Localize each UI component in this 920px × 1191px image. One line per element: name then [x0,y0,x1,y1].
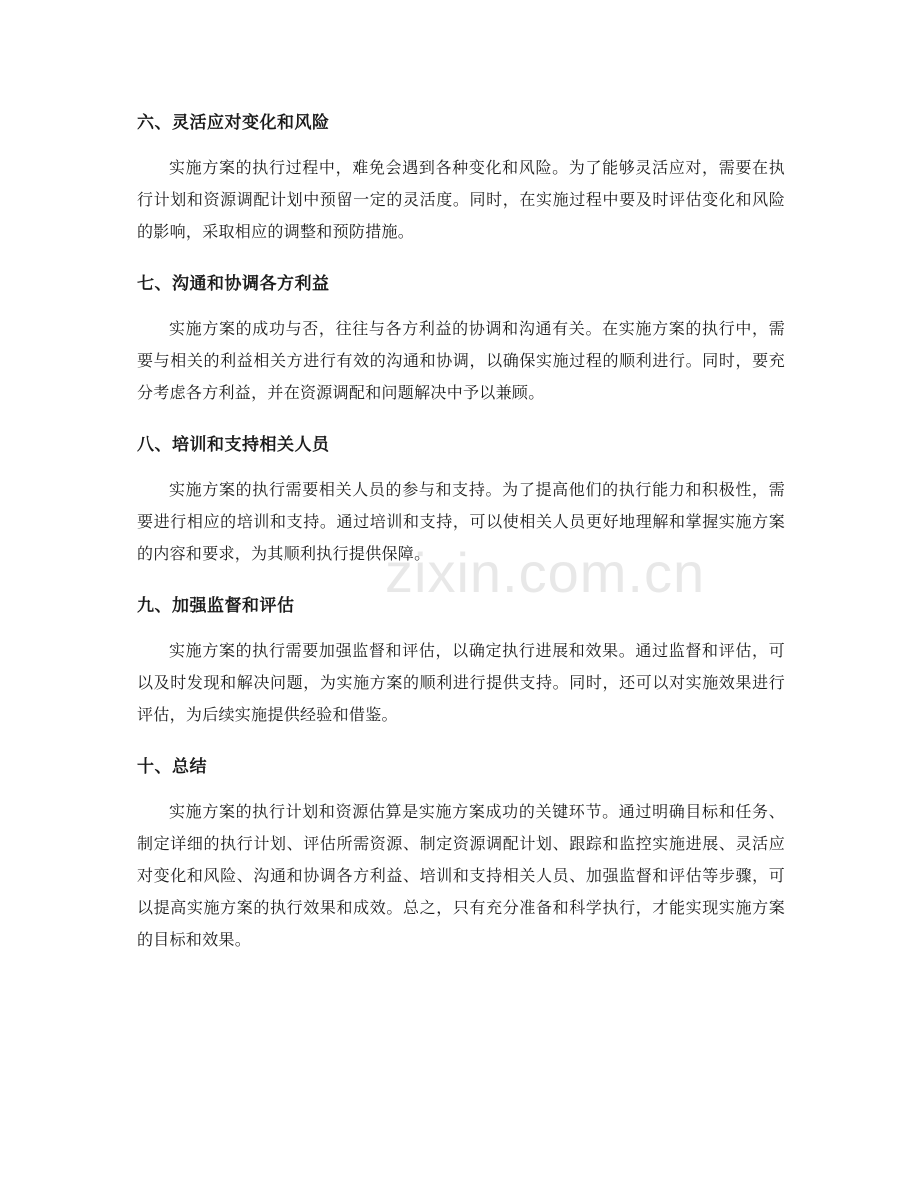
section-heading: 六、灵活应对变化和风险 [137,113,330,133]
section-paragraph: 实施方案的执行需要加强监督和评估，以确定执行进展和效果。通过监督和评估，可以及时发现和解决问题，为实施方案的顺利进行提供支持。同时，还可以对实施效果进行评估，为后续实施提供经验和借鉴。 [137,641,785,724]
document-body [137,105,785,974]
section-heading: 十、总结 [137,757,207,777]
section-paragraph: 实施方案的成功与否，往往与各方利益的协调和沟通有关。在实施方案的执行中，需要与相关的利益相关方进行有效的沟通和协调，以确保实施过程的顺利进行。同时，要充分考虑各方利益，并在资源调配和问题解决中予以兼顾。 [137,319,785,402]
section-10 [137,749,785,956]
section-6 [137,105,785,248]
section-paragraph: 实施方案的执行计划和资源估算是实施方案成功的关键环节。通过明确目标和任务、制定详细的执行计划、评估所需资源、制定资源调配计划、跟踪和监控实施进展、灵活应对变化和风险、沟通和协调各方利益、培训和支持相关人员、加强监督和评估等步骤，可以提高实施方案的执行效果和成效。总之，只有充分准备和科学执行，才能实现实施方案的目标和效果。 [137,802,785,949]
section-paragraph: 实施方案的执行过程中，难免会遇到各种变化和风险。为了能够灵活应对，需要在执行计划和资源调配计划中预留一定的灵活度。同时，在实施过程中要及时评估变化和风险的影响，采取相应的调整和预防措施。 [137,158,785,241]
watermark-logo: zixin.com.cn [385,541,706,604]
section-heading: 七、沟通和协调各方利益 [137,274,330,294]
section-9 [137,588,785,731]
section-8 [137,427,785,570]
section-7 [137,266,785,409]
section-heading: 九、加强监督和评估 [137,596,295,616]
section-heading: 八、培训和支持相关人员 [137,435,330,455]
section-paragraph: 实施方案的执行需要相关人员的参与和支持。为了提高他们的执行能力和积极性，需要进行相应的培训和支持。通过培训和支持，可以使相关人员更好地理解和掌握实施方案的内容和要求，为其顺利执行提供保障。 [137,480,785,563]
